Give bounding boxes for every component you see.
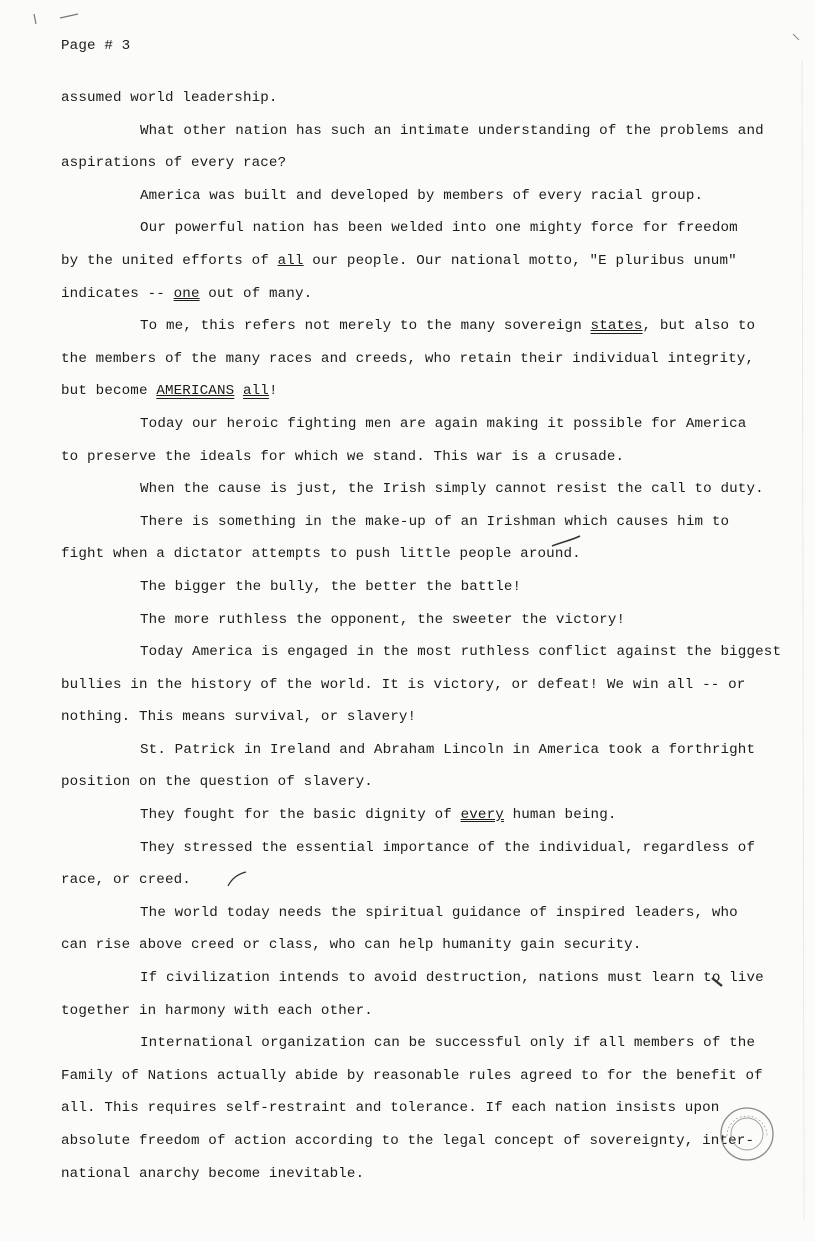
text-line: St. Patrick in Ireland and Abraham Lincoln in America took a forthright <box>140 741 756 758</box>
text-run: ! <box>268 383 278 400</box>
text-line <box>61 252 761 285</box>
text-run: indicates -- <box>61 285 174 302</box>
text-line: together in harmony with each other. <box>61 1002 373 1019</box>
text-line: to preserve the ideals for which we stand. This war is a crusade. <box>61 448 625 465</box>
text-line: assumed world leadership. <box>61 90 278 106</box>
text-line: all. This requires self-restraint and tolerance. If each nation insists upon <box>61 1100 720 1117</box>
text-line: There is something in the make-up of an Irishman which causes him to <box>140 513 730 530</box>
text-run: out of many. <box>199 285 313 302</box>
text-line: aspirations of every race? <box>61 155 287 172</box>
text-run: They fought for the basic dignity of <box>140 807 461 824</box>
text-run: our people. Our national motto, "E pluribus unum" <box>303 252 737 269</box>
underlined-word: one <box>173 285 200 302</box>
text-run: To me, this refers not merely to the many sovereign <box>140 318 591 335</box>
text-line: national anarchy become inevitable. <box>61 1165 365 1182</box>
text-line <box>61 317 761 350</box>
text-line: What other nation has such an intimate understanding of the problems and <box>140 122 764 139</box>
text-line: bullies in the history of the world. It is victory, or defeat! We win all -- or <box>61 676 746 693</box>
page-number: Page # 3 <box>61 38 131 54</box>
text-line: Family of Nations actually abide by reasonable rules agreed to for the benefit of <box>61 1067 763 1084</box>
library-stamp <box>718 1105 776 1163</box>
text-run <box>234 383 243 399</box>
text-line: Our powerful nation has been welded into one mighty force for freedom <box>140 220 738 237</box>
text-line: The bigger the bully, the better the battle! <box>140 578 522 595</box>
document-body <box>61 89 782 1197</box>
underlined-word: all <box>242 383 269 400</box>
text-line: When the cause is just, the Irish simply cannot resist the call to duty. <box>140 481 764 498</box>
text-line: position on the question of slavery. <box>61 774 373 791</box>
text-line: International organization can be successful only if all members of the <box>140 1035 756 1052</box>
text-line: America was built and developed by members of every racial group. <box>140 187 704 204</box>
text-line: If civilization intends to avoid destruction, nations must learn to live <box>140 970 764 987</box>
text-line <box>61 806 761 839</box>
underlined-word: all <box>277 252 304 269</box>
text-line <box>61 285 761 318</box>
text-line: Today our heroic fighting men are again making it possible for America <box>140 415 747 432</box>
underlined-word: every <box>460 807 504 824</box>
text-line: Today America is engaged in the most ruthless conflict against the biggest <box>140 644 782 661</box>
underlined-word: AMERICANS <box>156 383 235 400</box>
text-line: nothing. This means survival, or slavery! <box>61 709 417 726</box>
text-line: the members of the many races and creeds, who retain their individual integrity, <box>61 350 755 367</box>
text-line <box>61 382 761 415</box>
underlined-word: states <box>590 318 643 335</box>
text-line: The world today needs the spiritual guidance of inspired leaders, who <box>140 904 738 921</box>
text-run: but become <box>61 383 157 400</box>
text-line: The more ruthless the opponent, the sweeter the victory! <box>140 611 626 628</box>
text-line: They stressed the essential importance of the individual, regardless of <box>140 839 756 856</box>
text-line: race, or creed. <box>61 872 191 889</box>
text-run: , but also to <box>642 318 756 335</box>
text-line: can rise above creed or class, who can help humanity gain security. <box>61 937 642 954</box>
text-run: human being. <box>503 807 617 824</box>
text-run: by the united efforts of <box>61 252 278 269</box>
text-line: absolute freedom of action according to the legal concept of sovereignty, inter- <box>61 1133 755 1149</box>
text-line: fight when a dictator attempts to push little people around. <box>61 546 581 563</box>
